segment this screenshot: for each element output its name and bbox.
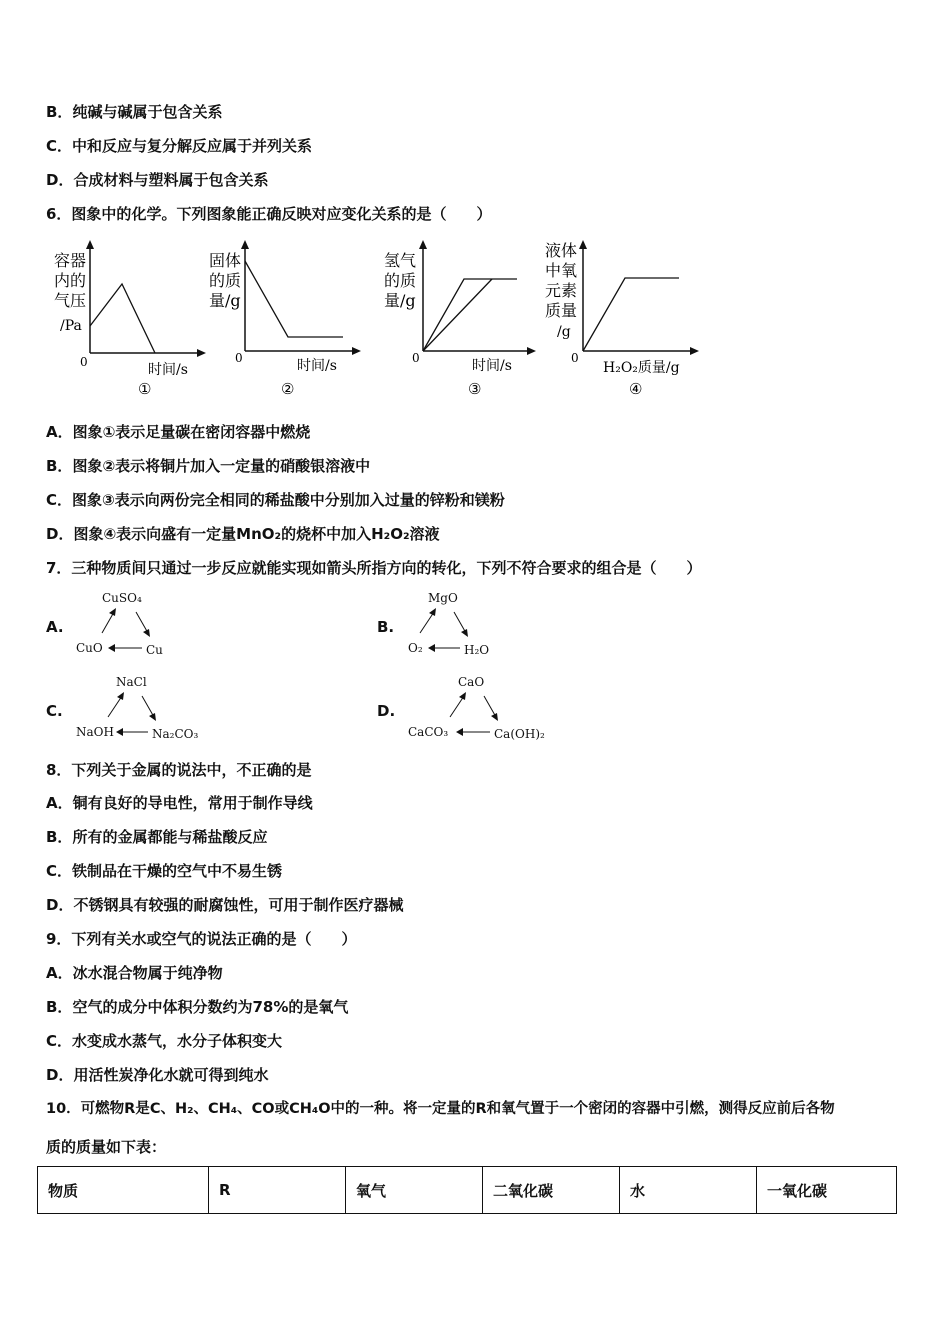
q6-option-d: D．图象④表示向盛有一定量MnO₂的烧杯中加入H₂O₂溶液 <box>46 525 440 543</box>
q10-table <box>37 1166 897 1214</box>
graph-2-x-arrow <box>352 347 361 355</box>
q10-table-header-row <box>38 1167 897 1214</box>
graph-1-curve <box>90 284 155 353</box>
graph-4 <box>543 236 723 405</box>
q10-stem-line-2: 质的质量如下表： <box>46 1138 167 1156</box>
q7-option-b-cycle <box>402 588 512 664</box>
graph-3-curve-fast <box>423 279 517 351</box>
graph-4-ylabel-5: /g <box>557 324 571 340</box>
graph-1-ylabel-2: 内的 <box>54 271 87 290</box>
graph-3-y-arrow <box>419 240 427 249</box>
graph-4-origin: 0 <box>571 351 579 365</box>
q7-b-left: O₂ <box>408 641 423 655</box>
q10-header-substance: 物质 <box>38 1167 209 1214</box>
graph-2-y-arrow <box>241 240 249 249</box>
q7-option-b-label: B. <box>377 618 395 636</box>
q7-c-arrow-left-top <box>108 696 122 717</box>
graph-2 <box>205 236 375 405</box>
q7-d-right: Ca(OH)₂ <box>494 727 545 741</box>
graph-4-ylabel-3: 元素 <box>545 281 578 300</box>
q7-b-right: H₂O <box>464 643 490 657</box>
graph-3-ylabel-2: 的质 <box>384 271 417 290</box>
q9-option-d: D．用活性炭净化水就可得到纯水 <box>46 1066 269 1084</box>
q7-d-top: CaO <box>458 675 485 689</box>
q10-header-oxygen: 氧气 <box>346 1167 483 1214</box>
q7-b-top: MgO <box>428 591 458 605</box>
q7-option-a-label: A. <box>46 618 64 636</box>
graph-1-ylabel-4: /Pa <box>60 318 82 334</box>
q10-stem-line-1: 10．可燃物R是C、H₂、CH₄、CO或CH₄O中的一种。将一定量的R和氧气置于一个密闭的容器中引燃，测得反应前后各物 <box>46 1101 835 1117</box>
q5-option-b: B．纯碱与碱属于包含关系 <box>46 103 223 121</box>
q7-option-a-cycle <box>72 588 182 664</box>
graph-2-xlabel: 时间/s <box>297 358 337 374</box>
graph-2-ylabel-3: 量/g <box>209 291 241 310</box>
q10-header-co2: 二氧化碳 <box>483 1167 620 1214</box>
q8-option-d: D．不锈钢具有较强的耐腐蚀性，可用于制作医疗器械 <box>46 896 404 914</box>
graph-1-ylabel-1: 容器 <box>54 251 87 270</box>
graph-2-ylabel-1: 固体 <box>209 251 242 270</box>
q10-header-water: 水 <box>620 1167 757 1214</box>
graph-4-x-arrow <box>690 347 699 355</box>
q7-option-c-label: C. <box>46 702 63 720</box>
graph-3-xlabel: 时间/s <box>472 358 512 374</box>
q7-option-c-cycle <box>72 672 212 748</box>
q7-stem: 7．三种物质间只通过一步反应就能实现如箭头所指方向的转化，下列不符合要求的组合是（ ） <box>46 559 702 577</box>
q8-option-c: C．铁制品在干燥的空气中不易生锈 <box>46 862 283 880</box>
q7-d-arrow-top-right <box>484 696 496 717</box>
graph-1-ylabel-3: 气压 <box>54 291 87 310</box>
q5-option-d: D．合成材料与塑料属于包含关系 <box>46 171 269 189</box>
graph-2-ylabel-2: 的质 <box>209 271 242 290</box>
graph-3-ylabel-3: 量/g <box>384 291 416 310</box>
q10-header-co: 一氧化碳 <box>757 1167 897 1214</box>
q7-c-top: NaCl <box>116 675 147 689</box>
graph-2-curve <box>245 261 343 337</box>
q7-a-arrow-top-right <box>136 612 148 633</box>
q7-a-arrow-left-top <box>102 612 114 633</box>
q7-d-arrow-left-top <box>450 696 464 717</box>
q7-option-d-label: D. <box>377 702 396 720</box>
q9-stem: 9．下列有关水或空气的说法正确的是（ ） <box>46 930 357 948</box>
graph-3 <box>380 236 550 405</box>
q7-c-left: NaOH <box>76 725 114 739</box>
graph-4-xlabel: H₂O₂质量/g <box>603 360 680 376</box>
q9-option-a: A．冰水混合物属于纯净物 <box>46 964 223 982</box>
graph-1-number: ① <box>138 380 152 398</box>
q8-option-a: A．铜有良好的导电性，常用于制作导线 <box>46 794 313 812</box>
q8-option-b: B．所有的金属都能与稀盐酸反应 <box>46 828 268 846</box>
graph-4-y-arrow <box>579 240 587 249</box>
graph-3-ylabel-1: 氢气 <box>384 251 417 270</box>
q6-stem: 6．图象中的化学。下列图象能正确反映对应变化关系的是（ ） <box>46 205 492 223</box>
graph-4-ylabel-1: 液体 <box>545 241 578 260</box>
graph-3-x-arrow <box>527 347 536 355</box>
graph-3-origin: 0 <box>412 351 420 365</box>
graph-1-origin: 0 <box>80 355 88 369</box>
graph-4-ylabel-2: 中氧 <box>545 261 578 280</box>
graph-4-number: ④ <box>629 380 643 398</box>
q10-header-r: R <box>209 1167 346 1214</box>
q7-b-arrow-top-right <box>454 612 466 633</box>
graph-1 <box>50 236 220 405</box>
graph-2-origin: 0 <box>235 351 243 365</box>
graph-1-xlabel: 时间/s <box>148 362 188 378</box>
graph-4-curve <box>583 278 679 351</box>
graph-4-ylabel-4: 质量 <box>545 301 578 320</box>
q7-a-top: CuSO₄ <box>102 591 142 605</box>
graph-2-number: ② <box>281 380 295 398</box>
q7-a-left: CuO <box>76 641 103 655</box>
q6-option-b: B．图象②表示将铜片加入一定量的硝酸银溶液中 <box>46 457 371 475</box>
q6-option-a: A．图象①表示足量碳在密闭容器中燃烧 <box>46 423 311 441</box>
q7-a-right: Cu <box>146 643 163 657</box>
q8-stem: 8．下列关于金属的说法中，不正确的是 <box>46 761 312 779</box>
q7-c-arrow-top-right <box>142 696 154 717</box>
q7-b-arrow-left-top <box>420 612 434 633</box>
graph-1-y-arrow <box>86 240 94 249</box>
q9-option-b: B．空气的成分中体积分数约为78%的是氧气 <box>46 998 349 1016</box>
q6-option-c: C．图象③表示向两份完全相同的稀盐酸中分别加入过量的锌粉和镁粉 <box>46 491 505 509</box>
q9-option-c: C．水变成水蒸气，水分子体积变大 <box>46 1032 283 1050</box>
q7-c-right: Na₂CO₃ <box>152 727 199 741</box>
graph-3-number: ③ <box>468 380 482 398</box>
q7-d-left: CaCO₃ <box>408 725 449 739</box>
q7-option-d-cycle <box>404 672 554 748</box>
q5-option-c: C．中和反应与复分解反应属于并列关系 <box>46 137 313 155</box>
